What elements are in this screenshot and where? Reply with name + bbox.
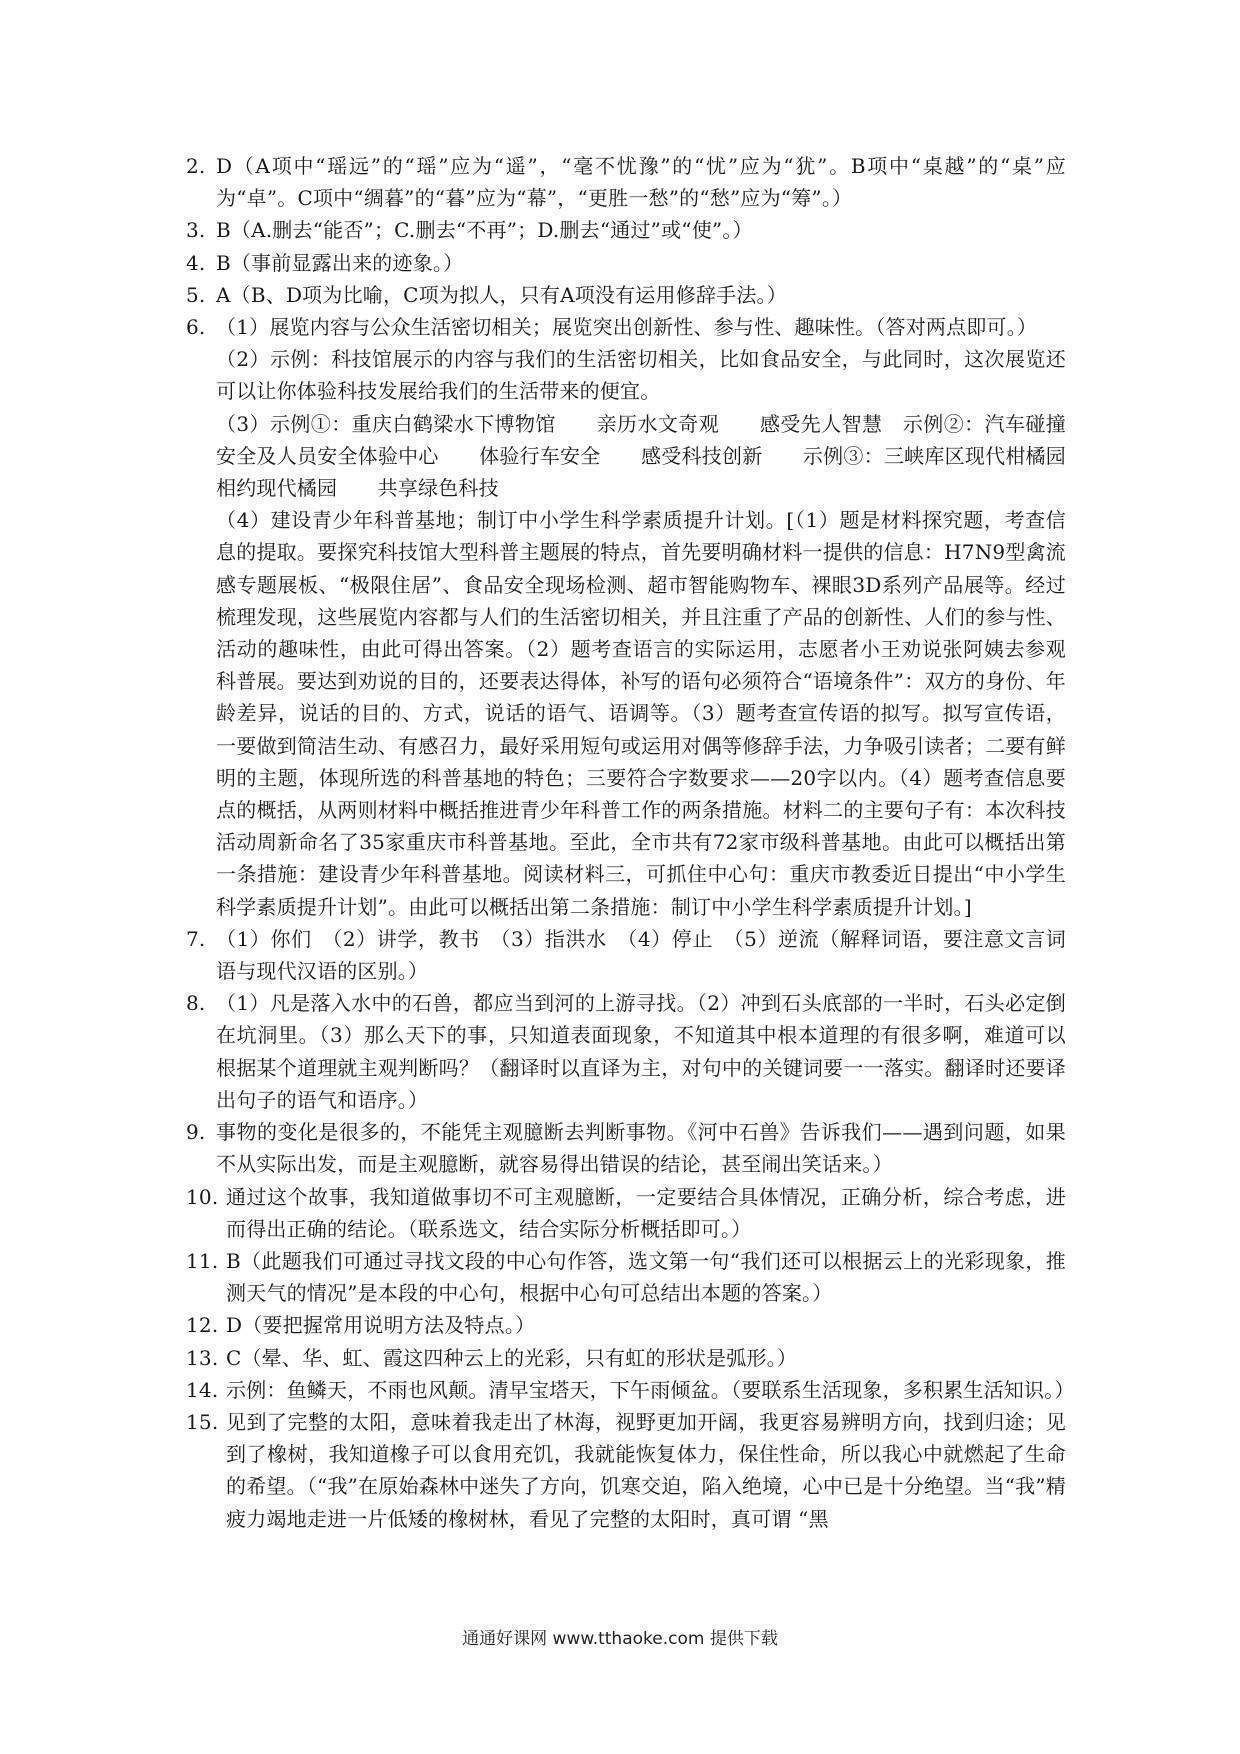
answer-item	[186, 1374, 1075, 1406]
page-footer: 通通好课网 www.tthaoke.com 提供下载	[462, 1629, 778, 1649]
answer-item	[186, 150, 1066, 214]
answer-number: 7.	[186, 926, 206, 951]
answer-text: A（B、D项为比喻，C项为拟人，只有A项没有运用修辞手法。）	[216, 282, 787, 307]
answer-number: 3.	[186, 218, 206, 243]
answer-key	[186, 150, 1107, 1535]
answer-item	[186, 1342, 1066, 1374]
answer-item	[186, 279, 1066, 311]
answer-item	[186, 214, 1066, 246]
answer-item	[186, 1116, 1066, 1180]
answer-text: 示例：鱼鳞天，不雨也风颠。清早宝塔天，下午雨倾盆。（要联系生活现象，多积累生活知识。）	[226, 1377, 1075, 1402]
answer-number: 13.	[186, 1345, 219, 1370]
answer-text: 通过这个故事，我知道做事切不可主观臆断，一定要结合具体情况，正确分析，综合考虑，进而得出正确的结论。（联系选文，结合实际分析概括即可。）	[226, 1184, 1066, 1241]
answer-text: （3）示例①：重庆白鹤梁水下博物馆 亲历水文奇观 感受先人智慧 示例②：汽车碰撞安全及人员安全体验中心 体验行车安全 感受科技创新 示例③：三峡库区现代柑橘园 相约现代橘园 共享绿色科技	[216, 411, 1107, 501]
answer-text: 事物的变化是很多的，不能凭主观臆断去判断事物。《河中石兽》告诉我们——遇到问题，如果不从实际出发，而是主观臆断，就容易得出错误的结论，甚至闹出笑话来。）	[216, 1120, 1066, 1177]
answer-text: B（A.删去“能否”；C.删去“不再”；D.删去“通过”或“使”。）	[216, 218, 753, 243]
answer-item	[186, 1406, 1066, 1535]
answer-text: D（A项中“瑶远”的“瑶”应为“遥”，“毫不忧豫”的“忧”应为“犹”。B项中“桌越”的“桌”应为“卓”。C项中“绸暮”的“暮”应为“幕”，“更胜一愁”的“愁”应为“筹”。）	[216, 154, 1066, 211]
answer-text: （1）你们 （2）讲学，教书 （3）指洪水 （4）停止 （5）逆流（解释词语，要注意文言词语与现代汉语的区别。）	[216, 926, 1066, 984]
answer-item	[186, 923, 1066, 987]
answer-number: 9.	[186, 1120, 206, 1145]
answer-item	[186, 987, 1066, 1116]
answer-text: 见到了完整的太阳，意味着我走出了林海，视野更加开阔，我更容易辨明方向，找到归途；见到了橡树，我知道橡子可以食用充饥，我就能恢复体力，保住性命，所以我心中就燃起了生命的希望。（“我”在原始森林中迷失了方向，饥寒交迫，陷入绝境，心中已是十分绝望。当“我”精疲力竭地走进一片低矮的橡树林，看见了完整的太阳时，真可谓 “黑	[226, 1409, 1066, 1531]
answer-item	[186, 247, 1066, 279]
answer-number: 11.	[186, 1248, 219, 1273]
answer-text: C（晕、华、虹、霞这四种云上的光彩，只有虹的形状是弧形。）	[226, 1345, 798, 1370]
answer-text: D（要把握常用说明方法及特点。）	[226, 1313, 536, 1338]
answer-text: （4）建设青少年科普基地；制订中小学生科学素质提升计划。[（1）题是材料探究题，考查信息的提取。要探究科技馆大型科普主题展的特点，首先要明确材料一提供的信息：H7N9型禽流感专题展板、“极限住居”、食品安全现场检测、超市智能购物车、裸眼3D系列产品展等。经过梳理发现，这些展览内容都与人们的生活密切相关，并且注重了产品的创新性、人们的参与性、活动的趣味性，由此可得出答案。（2）题考查语言的实际运用，志愿者小王劝说张阿姨去参观科普展。要达到劝说的目的，还要表达得体，补写的语句必须符合“语境条件”：双方的身份、年龄差异，说话的目的、方式，说话的语气、语调等。（3）题考查宣传语的拟写。拟写宣传语，一要做到简洁生动、有感召力，最好采用短句或运用对偶等修辞手法，力争吸引读者；二要有鲜明的主题，体现所选的科普基地的特色；三要符合字数要求——20字以内。（4）题考查信息要点的概括，从两则材料中概括推进青少年科普工作的两条措施。材料二的主要句子有：本次科技活动周新命名了35家重庆市科普基地。至此，全市共有72家市级科普基地。由此可以概括出第一条措施：建设青少年科普基地。阅读材料三，可抓住中心句：重庆市教委近日提出“中小学生科学素质提升计划”。由此可以概括出第二条措施：制订中小学生科学素质提升计划。]	[216, 508, 1066, 919]
answer-item	[186, 1181, 1066, 1245]
answer-number: 15.	[186, 1409, 219, 1434]
answer-text: （1）凡是落入水中的石兽，都应当到河的上游寻找。（2）冲到石头底部的一半时，石头必定倒在坑洞里。（3）那么天下的事，只知道表面现象，不知道其中根本道理的有很多啊，难道可以根据某个道理就主观判断吗？（翻译时以直译为主，对句中的关键词要一一落实。翻译时还要译出句子的语气和语序。）	[216, 991, 1066, 1112]
answer-item	[186, 1245, 1066, 1309]
answer-number: 6.	[186, 315, 206, 340]
answer-number: 5.	[186, 282, 206, 307]
answer-number: 10.	[186, 1184, 219, 1209]
answer-item	[186, 311, 1107, 923]
answer-text: （1）展览内容与公众生活密切相关；展览突出创新性、参与性、趣味性。（答对两点即可。）	[216, 315, 1038, 340]
answer-text: B（此题我们可通过寻找文段的中心句作答，选文第一句“我们还可以根据云上的光彩现象，推测天气的情况”是本段的中心句，根据中心句可总结出本题的答案。）	[226, 1248, 1066, 1306]
answer-text: B（事前显露出来的迹象。）	[216, 250, 464, 275]
answer-number: 2.	[186, 154, 206, 178]
answer-text: （2）示例：科技馆展示的内容与我们的生活密切相关，比如食品安全，与此同时，这次展览还可以让你体验科技发展给我们的生活带来的便宜。	[216, 347, 1066, 404]
answer-number: 4.	[186, 250, 206, 275]
answer-number: 12.	[186, 1313, 219, 1338]
answer-number: 14.	[186, 1377, 219, 1402]
answer-number: 8.	[186, 991, 206, 1016]
answer-item	[186, 1309, 1066, 1341]
